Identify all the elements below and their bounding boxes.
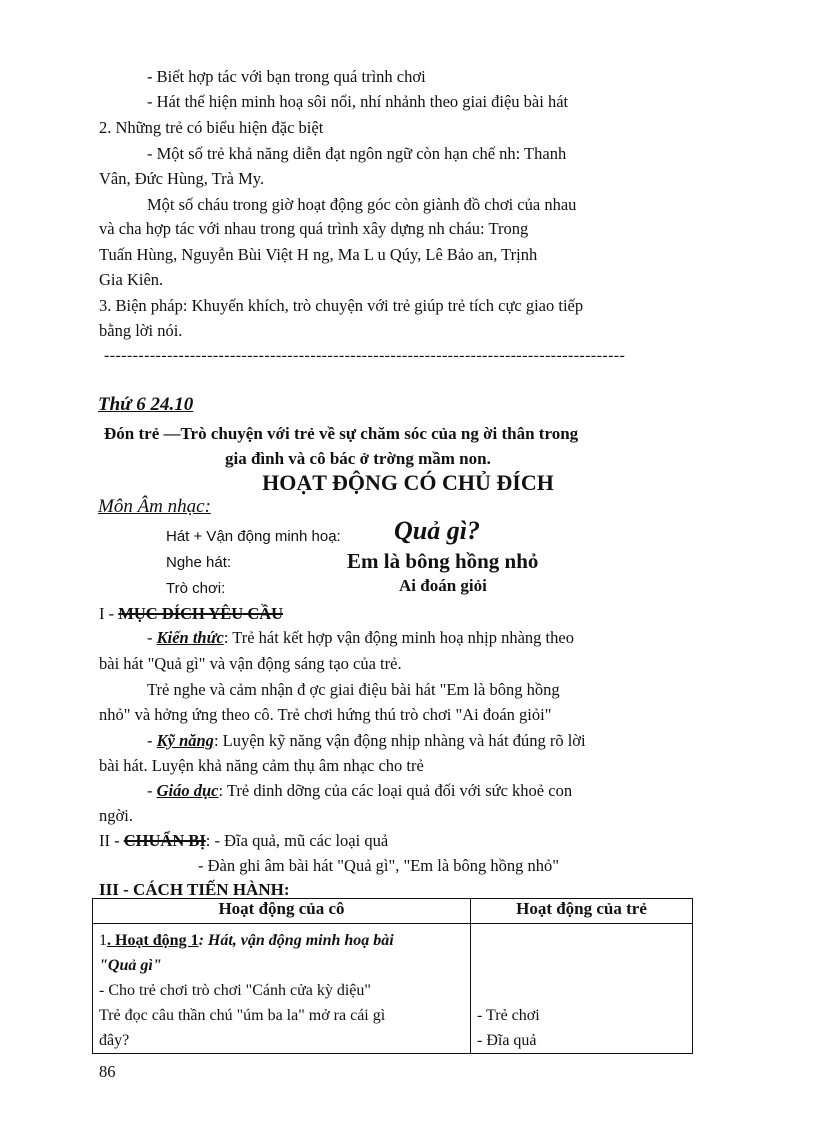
text-line: - Một số trẻ khả năng diễn đạt ngôn ngữ còn hạn chế nh: Thanh xyxy=(147,144,567,163)
text-line: - Biết hợp tác với bạn trong quá trình chơi xyxy=(147,67,426,86)
activity-table xyxy=(92,898,693,1054)
text-line: 2. Những trẻ có biểu hiện đặc biệt xyxy=(99,118,324,137)
knowledge-text: : Trẻ hát kết hợp vận động minh hoạ nhịp nhàng theo xyxy=(223,628,574,647)
skills-text: : Luyện kỹ năng vận động nhịp nhàng và hát đúng rõ lời xyxy=(213,731,586,750)
welcome-line: gia đình và cô bác ở trờng mầm non. xyxy=(225,449,491,468)
skills-label: Kỹ năng xyxy=(156,731,214,750)
listen-title: Em là bông hồng nhỏ xyxy=(347,549,539,573)
cell-line: - Trẻ chơi xyxy=(477,1007,540,1024)
text-line: ngời. xyxy=(99,806,133,825)
section-title: CHUẨN BỊ xyxy=(123,831,206,850)
text-line: bằng lời nói. xyxy=(99,321,183,340)
activity-name-cont: "Quả gì" xyxy=(99,957,162,974)
activity-label: . Hoạt động 1 xyxy=(107,932,199,949)
section-title: MỤC ĐÍCH YÊU CẦU xyxy=(118,604,284,623)
text-line: Gia Kiên. xyxy=(99,270,164,289)
education-text: : Trẻ dinh dỡng của các loại quả đối với sức khoẻ con xyxy=(218,781,573,800)
section-prefix: II - xyxy=(99,831,124,850)
table-header-row xyxy=(93,899,693,924)
sing-title: Quả gì? xyxy=(394,516,480,545)
divider-line: ------------------------------------------------------------------------------------------- xyxy=(104,347,626,364)
text-line: Một số cháu trong giờ hoạt động góc còn giành đồ chơi của nhau xyxy=(147,195,577,214)
page-number: 86 xyxy=(99,1062,116,1081)
text-line: và cha hợp tác với nhau trong quá trình xây dựng nh cháu: Trong xyxy=(99,219,529,238)
knowledge-label: Kiến thức xyxy=(156,628,224,647)
text-line: Tuấn Hùng, Nguyễn Bùi Việt H ng, Ma L u Qúy, Lê Bảo an, Trịnh xyxy=(99,245,538,264)
game-label: Trò chơi: xyxy=(166,580,226,597)
education-line: - Giáo dục: Trẻ dinh dỡng của các loại quả đối với sức khoẻ con xyxy=(147,781,573,800)
cell-line: đây? xyxy=(99,1032,130,1049)
activity-title xyxy=(99,928,464,953)
activity-number: 1 xyxy=(99,932,107,949)
listen-label: Nghe hát: xyxy=(166,554,232,571)
section-heading: III - CÁCH TIẾN HÀNH: xyxy=(99,880,290,899)
text-line: Vân, Đức Hùng, Trà My. xyxy=(99,169,265,188)
activity-name: : Hát, vận động minh hoạ bài xyxy=(198,932,394,949)
sing-label: Hát + Vận động minh hoạ: xyxy=(166,528,341,545)
text-line: bài hát. Luyện khả năng cảm thụ âm nhạc cho trẻ xyxy=(99,756,424,775)
section-prefix: I - xyxy=(99,604,119,623)
section-heading xyxy=(99,831,388,851)
cell-line: - Cho trẻ chơi trò chơi "Cánh cửa kỳ diệu" xyxy=(99,982,371,999)
text-line: Trẻ nghe và cảm nhận đ ợc giai điệu bài hát "Em là bông hồng xyxy=(147,680,560,699)
cell-line: Trẻ đọc câu thần chú "úm ba la" mở ra cái gì xyxy=(99,1007,386,1024)
education-label: Giáo dục xyxy=(156,781,219,800)
game-title: Ai đoán giỏi xyxy=(399,576,487,595)
teacher-cell xyxy=(93,924,471,1054)
child-cell xyxy=(471,924,693,1054)
section-text: : - Đĩa quả, mũ các loại quả xyxy=(205,831,389,850)
table-header: Hoạt động của trẻ xyxy=(471,899,693,924)
text-line: - Hát thể hiện minh hoạ sôi nổi, nhí nhảnh theo giai điệu bài hát xyxy=(147,92,569,111)
section-heading xyxy=(99,604,283,624)
table-row xyxy=(93,924,693,1054)
day-heading: Thứ 6 24.10 xyxy=(98,394,194,415)
table-header: Hoạt động của cô xyxy=(93,899,471,924)
knowledge-line: - Kiến thức: Trẻ hát kết hợp vận động minh hoạ nhịp nhàng theo xyxy=(147,628,574,647)
skills-line: - Kỹ năng: Luyện kỹ năng vận động nhịp nhàng và hát đúng rõ lời xyxy=(147,731,586,750)
subject-label: Môn Âm nhạc: xyxy=(98,496,211,517)
text-line: 3. Biện pháp: Khuyến khích, trò chuyện với trẻ giúp trẻ tích cực giao tiếp xyxy=(99,296,584,315)
text-line: nhỏ" và hởng ứng theo cô. Trẻ chơi hứng thú trò chơi "Ai đoán giỏi" xyxy=(99,705,552,724)
cell-line: - Đĩa quả xyxy=(477,1032,537,1049)
text-line: - Đàn ghi âm bài hát "Quả gì", "Em là bông hồng nhỏ" xyxy=(198,856,560,875)
page-title: HOẠT ĐỘNG CÓ CHỦ ĐÍCH xyxy=(262,470,554,495)
text-line: bài hát "Quả gì" và vận động sáng tạo của trẻ. xyxy=(99,654,402,673)
welcome-line: Đón trẻ —Trò chuyện với trẻ về sự chăm sóc của ng ời thân trong xyxy=(104,424,579,443)
